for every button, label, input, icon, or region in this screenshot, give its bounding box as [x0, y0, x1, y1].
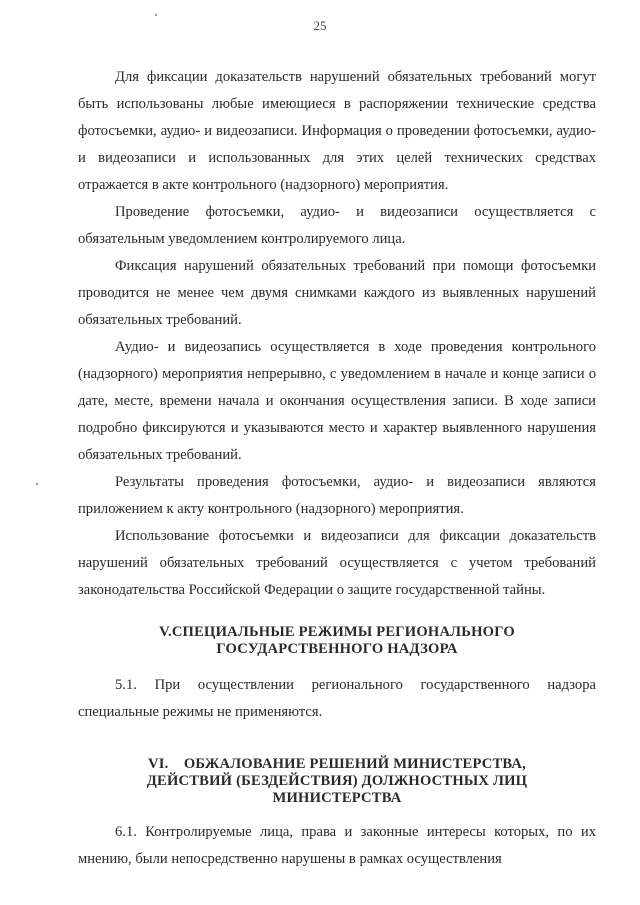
scan-speck [155, 14, 157, 16]
section-6-title-line-1: VI. ОБЖАЛОВАНИЕ РЕШЕНИЙ МИНИСТЕРСТВА, [147, 756, 527, 772]
scan-speck [36, 483, 38, 485]
section-6-heading [78, 756, 596, 807]
section-5-heading [78, 624, 596, 658]
paragraph-5-1: 5.1. При осуществлении регионального государственного надзора специальные режимы не применяются. [78, 677, 596, 720]
paragraph-evidence-fixation: Для фиксации доказательств нарушений обязательных требований могут быть использованы любые имеющиеся в распоряжении технические средства фотосъемки, аудио- и видеозаписи. Информация о проведении фотосъемки, аудио- и видеозаписи и использованных для этих целей технических средствах отражается в акте контрольного (надзорного) мероприятия. [78, 69, 596, 193]
paragraph-notification: Проведение фотосъемки, аудио- и видеозаписи осуществляется с обязательным уведомлением контролируемого лица. [78, 204, 596, 247]
page-number: 25 [313, 18, 327, 33]
paragraph-audio-video: Аудио- и видеозапись осуществляется в ходе проведения контрольного (надзорного) мероприятия непрерывно, с уведомлением в начале и конце записи о дате, месте, времени начала и окончания осуществления записи. В ходе записи подробно фиксируются и указываются место и характер выявленного нарушения обязательных требований. [78, 339, 596, 463]
section-5-title-line-1: V.СПЕЦИАЛЬНЫЕ РЕЖИМЫ РЕГИОНАЛЬНОГО [159, 624, 515, 640]
document-body [78, 64, 596, 873]
paragraph-state-secret: Использование фотосъемки и видеозаписи для фиксации доказательств нарушений обязательных требований осуществляется с учетом требований законодательства Российской Федерации о защите государственной тайны. [78, 528, 596, 598]
section-6-title-line-2: ДЕЙСТВИЙ (БЕЗДЕЙСТВИЯ) ДОЛЖНОСТНЫХ ЛИЦ [146, 773, 528, 789]
paragraph-6-1: 6.1. Контролируемые лица, права и законные интересы которых, по их мнению, были непосредственно нарушены в рамках осуществления [78, 824, 596, 867]
section-6-title-line-3: МИНИСТЕРСТВА [272, 790, 402, 806]
section-5-title-line-2: ГОСУДАРСТВЕННОГО НАДЗОРА [216, 641, 458, 657]
paragraph-photo-requirements: Фиксация нарушений обязательных требований при помощи фотосъемки проводится не менее чем двумя снимками каждого из выявленных нарушений обязательных требований. [78, 258, 596, 328]
paragraph-results-attachment: Результаты проведения фотосъемки, аудио- и видеозаписи являются приложением к акту контрольного (надзорного) мероприятия. [78, 474, 596, 517]
